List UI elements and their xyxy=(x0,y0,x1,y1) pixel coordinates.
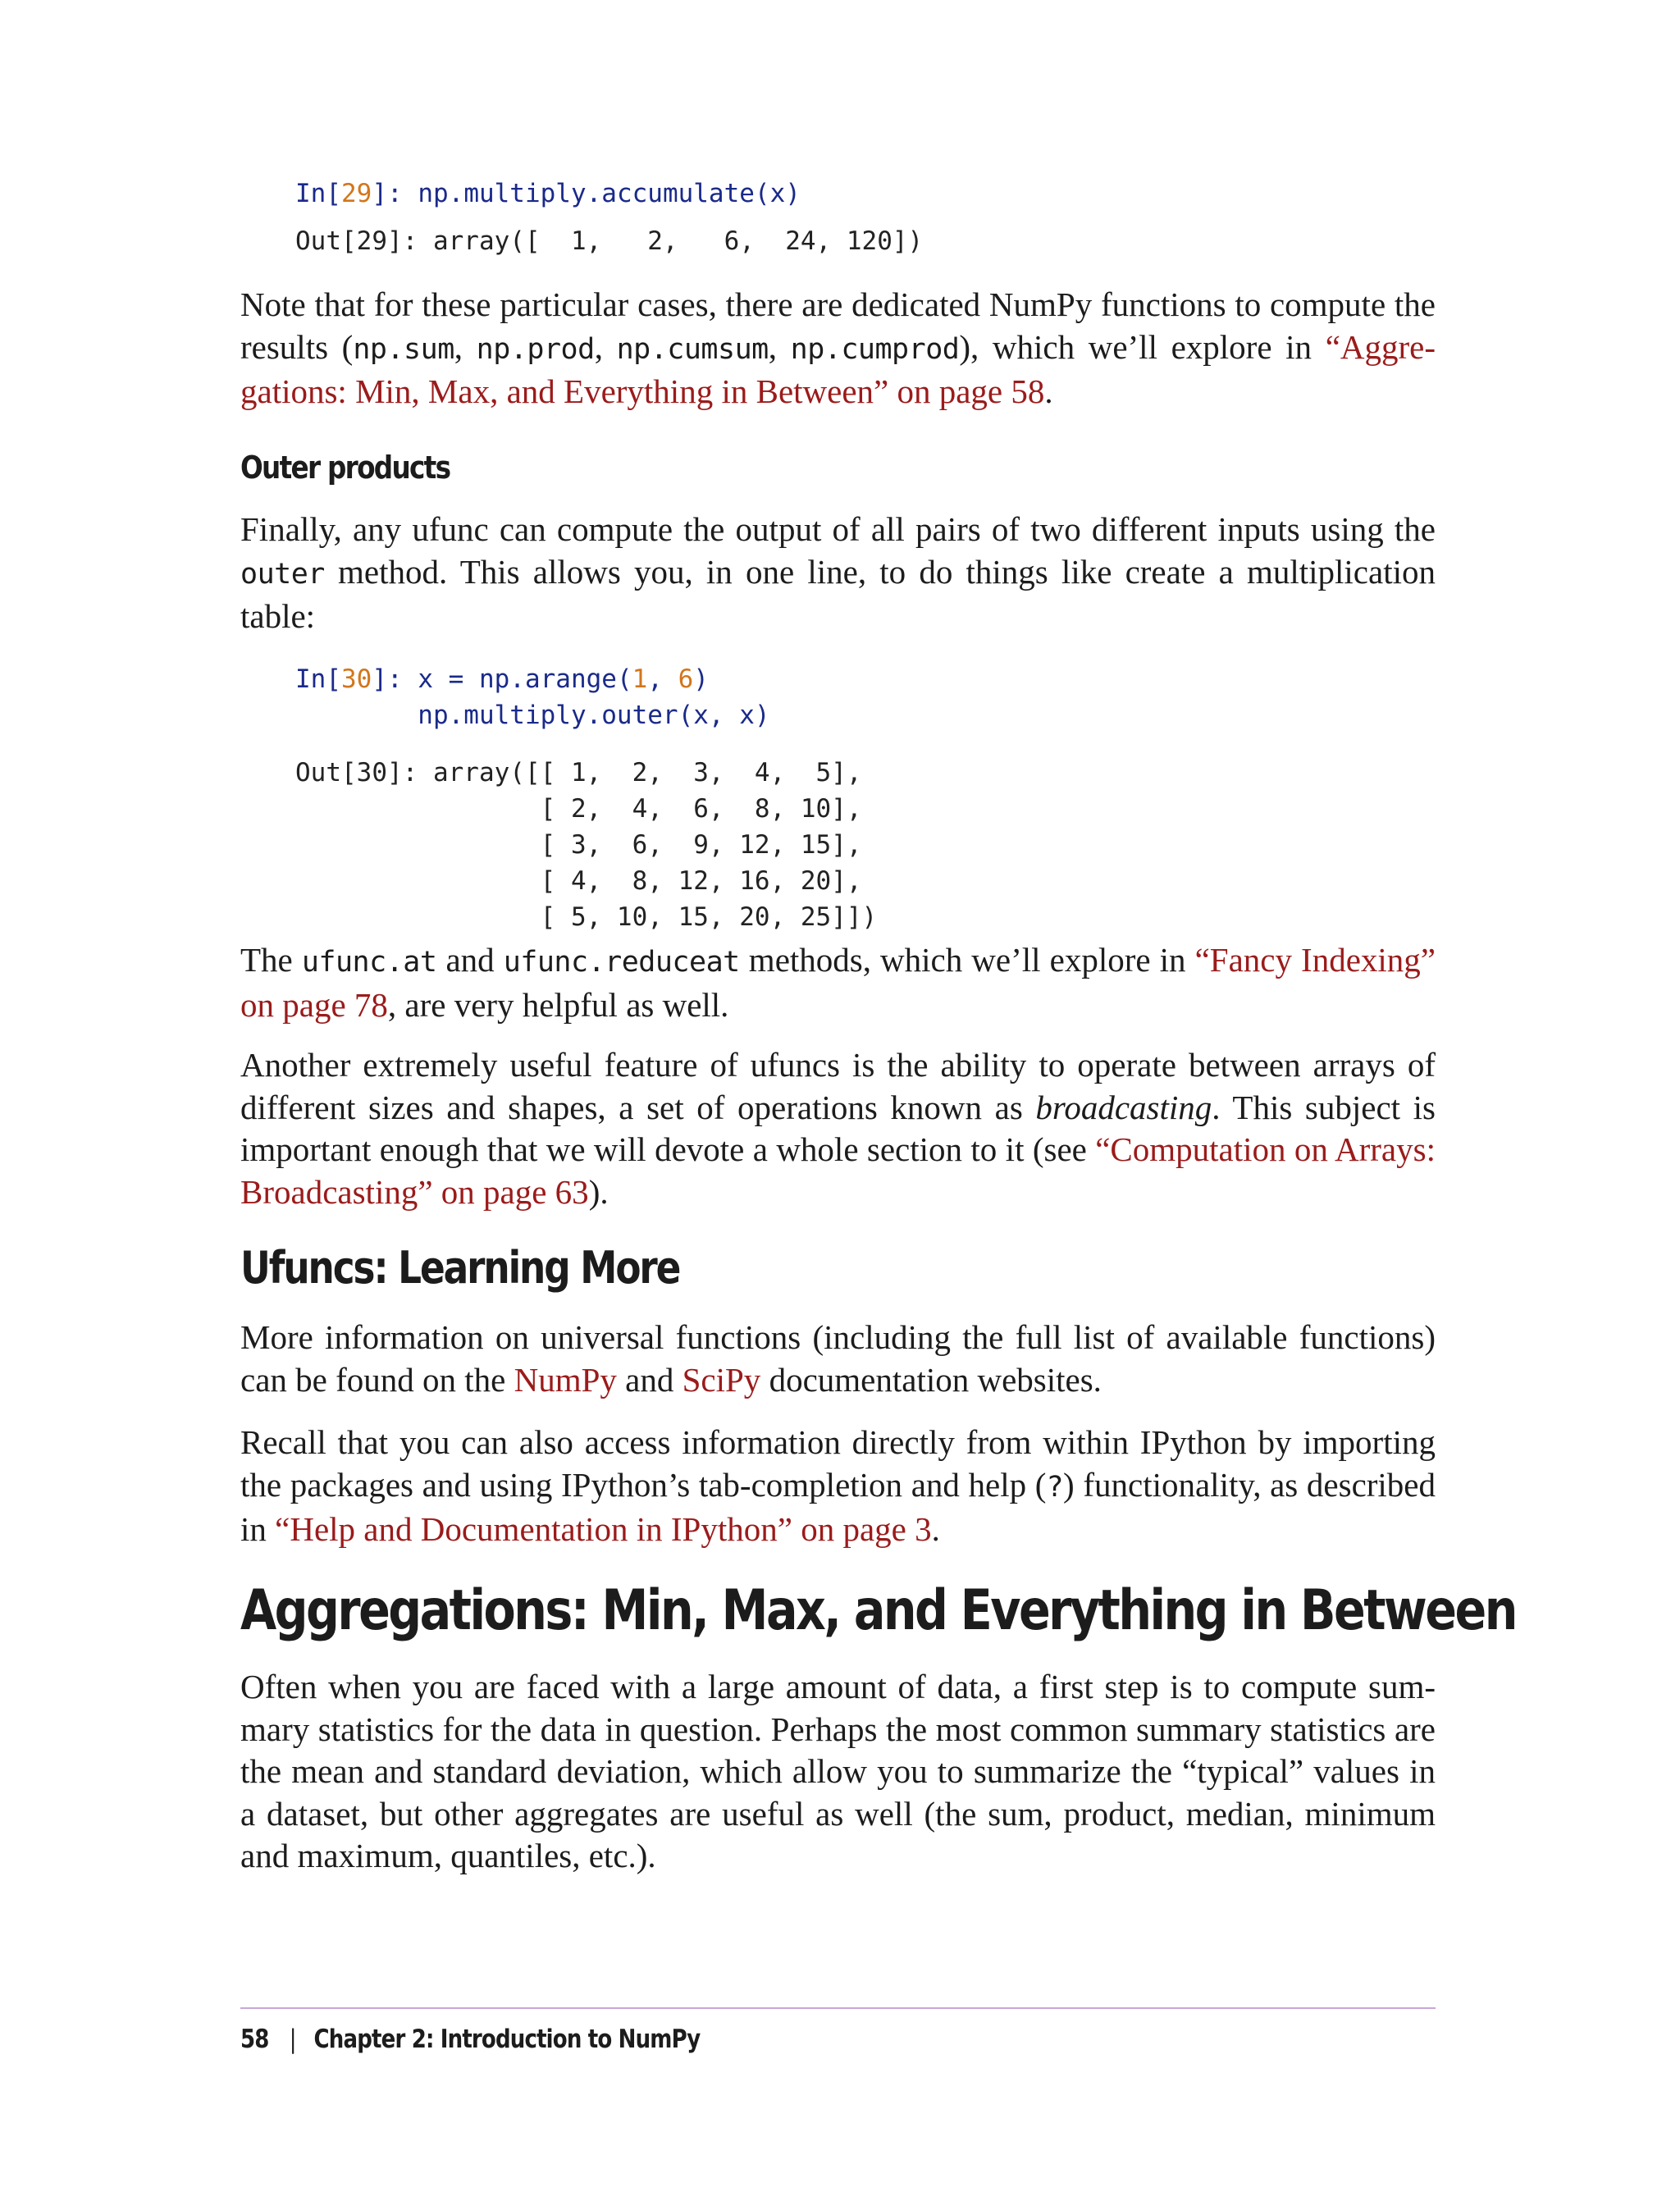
code-prompt: In[ xyxy=(295,179,341,208)
code-prompt-close: ]: xyxy=(372,664,418,694)
code-output-line: Out[30]: array([[ 1, 2, 3, 4, 5], xyxy=(295,758,862,788)
code-prompt-number: 30 xyxy=(341,664,372,694)
page-number: 58 xyxy=(240,2025,269,2054)
paragraph-dedicated-functions xyxy=(240,284,1436,413)
inline-code: outer xyxy=(240,557,325,591)
code-output-line: [ 2, 4, 6, 8, 10], xyxy=(295,794,862,824)
text: The xyxy=(240,941,302,979)
text: Recall that you can also access information directly from within IPython by importing the packages and using IPython’s tab-completion and help ( xyxy=(240,1423,1436,1504)
chapter-section-heading: Aggregations: Min, Max, and Everything in Between xyxy=(240,1578,1516,1643)
page-footer xyxy=(240,2025,700,2054)
code-output-line: Out[29]: array([ 1, 2, 6, 24, 120]) xyxy=(295,226,924,256)
text: More information on universal functions (including the full list of available functions) can be found on the xyxy=(240,1318,1436,1399)
section-heading: Ufuncs: Learning More xyxy=(240,1242,680,1294)
text: and xyxy=(616,1360,682,1399)
inline-code: np.sum xyxy=(353,332,454,366)
code-statement: ) xyxy=(693,664,709,694)
paragraph-summary-statistics: Often when you are faced with a large amount of data, a first step is to compute summary statistics for the data in question. Perhaps the most common summary statistics are the mean and standard deviation, which allow you to summarize the “typical” values in a dataset, but other aggregates are useful as well (the sum, product, median, minimum and maximum, quantiles, etc.). xyxy=(240,1668,1436,1874)
text: Finally, any ufunc can compute the output of all pairs of two different inputs using the xyxy=(240,510,1436,548)
code-output-line: [ 4, 8, 12, 16, 20], xyxy=(295,866,862,896)
footer-rule xyxy=(240,2007,1436,2009)
code-input-line xyxy=(295,661,1436,697)
subsection-heading: Outer products xyxy=(240,450,450,486)
numpy-link[interactable]: NumPy xyxy=(514,1360,617,1399)
inline-code: np.prod xyxy=(476,332,595,366)
text: . xyxy=(931,1510,940,1548)
code-input-line: np.multiply.outer(x, x) xyxy=(295,701,770,730)
inline-code: np.cumsum xyxy=(616,332,769,366)
code-block-in30 xyxy=(240,661,1436,935)
text: , xyxy=(594,327,617,366)
text: methods, which we’ll explore in xyxy=(739,941,1195,979)
chapter-title: Chapter 2: Introduction to NumPy xyxy=(313,2025,701,2054)
code-number: 6 xyxy=(678,664,694,694)
text: , xyxy=(454,327,477,366)
code-output-line: [ 3, 6, 9, 12, 15], xyxy=(295,830,862,860)
cross-reference-link[interactable]: “Fancy Indexing” on page 78 xyxy=(240,941,1436,1024)
text: , are very helpful as well. xyxy=(387,985,729,1024)
code-prompt: In[ xyxy=(295,664,341,694)
code-statement: , xyxy=(647,664,678,694)
cross-reference-link[interactable]: “Aggregations: Min, Max, and Everything in Between” on page 58 xyxy=(240,327,1436,410)
paragraph-outer-method xyxy=(240,509,1436,638)
code-output-line: [ 5, 10, 15, 20, 25]]) xyxy=(295,902,878,932)
text: ), which we’ll explore in xyxy=(959,327,1326,366)
text: ) functionality, as described in xyxy=(240,1465,1436,1548)
text: and xyxy=(436,941,504,979)
code-statement: np.multiply.accumulate(x) xyxy=(418,179,801,208)
code-number: 1 xyxy=(632,664,648,694)
emphasized-term: broadcasting xyxy=(1035,1088,1212,1126)
inline-code: ufunc.reduceat xyxy=(503,946,740,979)
text: . This subject is important enough that we will devote a whole section to it (see xyxy=(240,1088,1436,1168)
text: , xyxy=(768,327,791,366)
cross-reference-link[interactable]: “Help and Documentation in IPython” on page 3 xyxy=(275,1510,932,1548)
subsection-heading-wrapper xyxy=(240,450,1436,486)
inline-code: np.cumprod xyxy=(790,332,960,366)
section-heading-wrapper xyxy=(240,1242,1436,1294)
text: ). xyxy=(588,1172,609,1211)
text: documentation websites. xyxy=(760,1360,1102,1399)
text: . xyxy=(1044,372,1053,410)
text: method. This allows you, in one line, to do things like create a multiplication table: xyxy=(240,552,1436,635)
paragraph-more-information xyxy=(240,1317,1436,1401)
code-statement: x = np.arange( xyxy=(418,664,632,694)
code-block-in29 xyxy=(240,176,1436,259)
footer-separator: | xyxy=(289,2025,296,2054)
paragraph-broadcasting xyxy=(240,1044,1436,1213)
code-input-line xyxy=(295,176,1436,212)
chapter-section-heading-wrapper xyxy=(240,1578,1516,1643)
text: Note that for these particular cases, there are dedicated NumPy functions to compute the results ( xyxy=(240,285,1436,366)
inline-code: ufunc.at xyxy=(301,946,437,979)
inline-code: ? xyxy=(1046,1470,1064,1504)
paragraph-ufunc-at xyxy=(240,939,1436,1026)
paragraph-ipython-help xyxy=(240,1422,1436,1551)
text: Another extremely useful feature of ufuncs is the ability to operate between arrays of different sizes and shapes, a set of operations known as xyxy=(240,1046,1436,1126)
scipy-link[interactable]: SciPy xyxy=(682,1360,761,1399)
code-prompt-number: 29 xyxy=(341,179,372,208)
code-prompt-close: ]: xyxy=(372,179,418,208)
cross-reference-link[interactable]: “Computation on Arrays: Broadcasting” on page 63 xyxy=(240,1130,1436,1211)
